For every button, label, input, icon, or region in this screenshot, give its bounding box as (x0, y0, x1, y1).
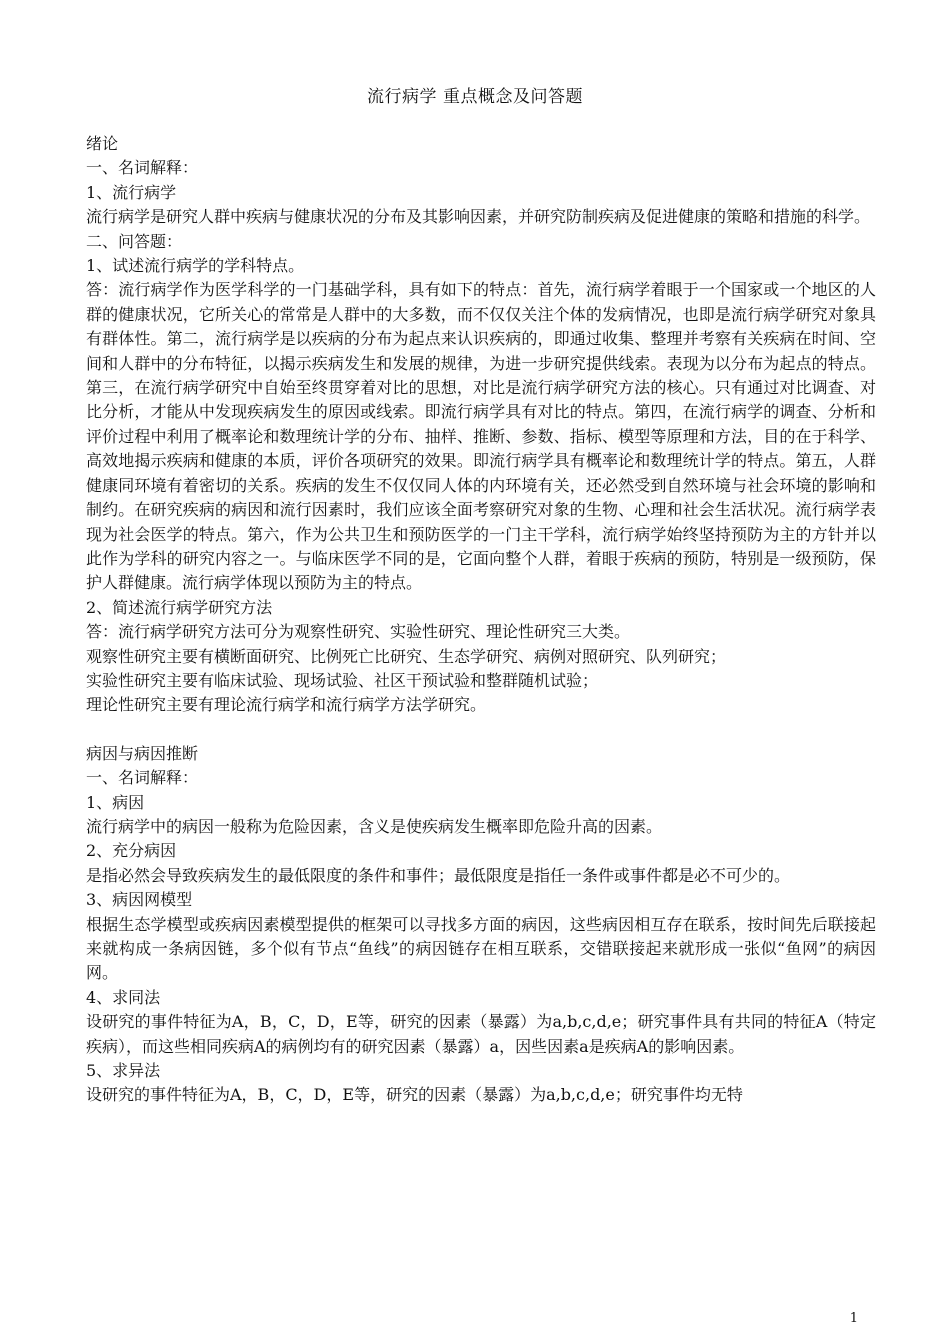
answer-paragraph: 答：流行病学研究方法可分为观察性研究、实验性研究、理论性研究三大类。 (86, 622, 631, 642)
page-number: 1 (849, 1311, 858, 1326)
term-heading: 1、病因 (86, 792, 145, 812)
term-heading: 1、流行病学 (86, 182, 177, 202)
document-title: 流行病学 重点概念及问答题 (367, 87, 583, 107)
section-heading-intro: 绪论 (86, 134, 119, 153)
subsection-heading: 一、名词解释： (86, 158, 199, 178)
term-definition: 设研究的事件特征为A，B，C，D，E等，研究的因素（暴露）为a,b,c,d,e；研究事件均无特 (86, 1085, 743, 1105)
term-definition: 流行病学中的病因一般称为危险因素，含义是使疾病发生概率即危险升高的因素。 (86, 816, 663, 836)
term-definition: 设研究的事件特征为A，B，C，D，E等，研究的因素（暴露）为a,b,c,d,e；研究事件具有共同的特征A（特定疾病），而这些相同疾病A的病例均有的研究因素（暴露）a，因些因素a是疾病A的影响因素。 (86, 1012, 876, 1056)
answer-paragraph: 理论性研究主要有理论流行病学和流行病学方法学研究。 (86, 695, 487, 715)
section-heading-etiology: 病因与病因推断 (86, 743, 199, 763)
term-definition: 根据生态学模型或疾病因素模型提供的框架可以寻找多方面的病因，这些病因相互存在联系，按时间先后联接起来就构成一条病因链，多个似有节点“鱼线”的病因链存在相互联系，交错联接起来就形成一张似“鱼网”的病因网。 (86, 914, 876, 983)
answer-paragraph: 答：流行病学作为医学科学的一门基础学科，具有如下的特点：首先，流行病学着眼于一个国家或一个地区的人群的健康状况，它所关心的常常是人群中的大多数，而不仅仅关注个体的发病情况，也即是流行病学研究对象具有群体性。第二，流行病学是以疾病的分布为起点来认识疾病的，即通过收集、整理并考察有关疾病在时间、空间和人群中的分布特征，以揭示疾病发生和发展的规律，为进一步研究提供线索。表现为以分布为起点的特点。第三，在流行病学研究中自始至终贯穿着对比的思想，对比是流行病学研究方法的核心。只有通过对比调查、对比分析，才能从中发现疾病发生的原因或线索。即流行病学具有对比的特点。第四，在流行病学的调查、分析和评价过程中利用了概率论和数理统计学的分布、抽样、推断、参数、指标、模型等原理和方法，目的在于科学、高效地揭示疾病和健康的本质，评价各项研究的效果。即流行病学具有概率论和数理统计学的特点。第五，人群健康同环境有着密切的关系。疾病的发生不仅仅同人体的内环境有关，还必然受到自然环境与社会环境的影响和制约。在研究疾病的病因和流行因素时，我们应该全面考察研究对象的生物、心理和社会生活状况。流行病学表现为社会医学的特点。第六，作为公共卫生和预防医学的一门主干学科，流行病学始终坚持预防为主的方针并以此作为学科的研究内容之一。与临床医学不同的是，它面向整个人群，着眼于疾病的预防，特别是一级预防，保护人群健康。流行病学体现以预防为主的特点。 (86, 280, 876, 593)
answer-paragraph: 实验性研究主要有临床试验、现场试验、社区干预试验和整群随机试验； (86, 670, 599, 690)
term-heading: 5、求异法 (86, 1061, 161, 1081)
term-definition: 流行病学是研究人群中疾病与健康状况的分布及其影响因素，并研究防制疾病及促进健康的策略和措施的科学。 (86, 207, 871, 227)
term-definition: 是指必然会导致疾病发生的最低限度的条件和事件；最低限度是指任一条件或事件都是必不可少的。 (86, 865, 791, 885)
subsection-heading: 二、问答题： (86, 231, 183, 251)
answer-paragraph: 观察性研究主要有横断面研究、比例死亡比研究、生态学研究、病例对照研究、队列研究； (86, 646, 727, 666)
term-heading: 3、病因网模型 (86, 890, 193, 910)
section-spacer (86, 718, 876, 742)
document-body (86, 132, 876, 1108)
term-heading: 4、求同法 (86, 987, 161, 1007)
subsection-heading: 一、名词解释： (86, 768, 199, 788)
term-heading: 2、充分病因 (86, 841, 177, 861)
question-heading: 1、试述流行病学的学科特点。 (86, 256, 305, 276)
question-heading: 2、简述流行病学研究方法 (86, 597, 273, 617)
